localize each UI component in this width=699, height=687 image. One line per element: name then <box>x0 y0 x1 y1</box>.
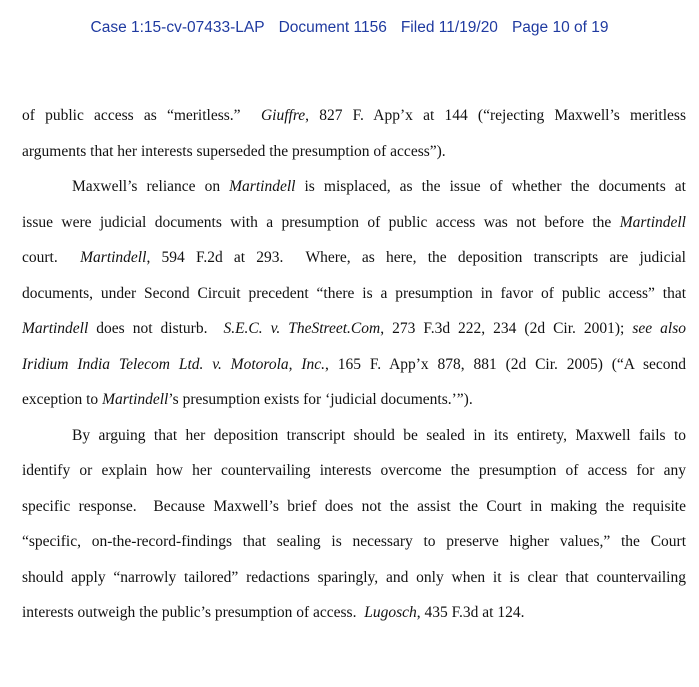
citation-italic: S.E.C. v. TheStreet.Com <box>223 320 381 337</box>
text-line <box>22 601 686 637</box>
text-segment: issue were judicial documents with a presumption of public access was not before the <box>22 213 620 231</box>
paragraph <box>22 424 686 637</box>
text-line <box>22 317 686 353</box>
text-segment: should apply “narrowly tailored” redactions sparingly, and only when it is clear that countervailing <box>22 568 686 586</box>
page-number: Page 10 of 19 <box>511 19 609 36</box>
text-line <box>22 459 686 495</box>
text-line <box>22 246 686 282</box>
text-segment: is misplaced, as the issue of whether the documents at <box>295 178 686 195</box>
text-line <box>22 424 686 460</box>
citation-italic: Martindell <box>80 249 147 266</box>
text-line <box>22 495 686 531</box>
text-segment: , 165 F. App’x 878, 881 (2d Cir. 2005) (“A second <box>325 355 687 373</box>
text-line <box>22 353 686 389</box>
text-segment: court. <box>22 249 81 266</box>
text-segment: does not disturb. <box>88 320 224 337</box>
text-line <box>22 282 686 318</box>
text-segment: By arguing that her deposition transcript should be sealed in its entirety, Maxwell fails to <box>72 426 686 444</box>
case-number: Case 1:15-cv-07433-LAP <box>90 19 265 36</box>
citation-italic: Giuffre <box>260 107 306 124</box>
text-line <box>22 211 686 247</box>
text-line <box>22 140 686 176</box>
text-segment: , 273 F.3d 222, 234 (2d Cir. 2001); <box>380 320 633 337</box>
text-segment: , 435 F.3d at 124. <box>416 604 525 621</box>
text-segment: “specific, on-the-record-findings that sealing is necessary to preserve higher values,” the Court <box>22 533 686 550</box>
text-segment: , 827 F. App’x at 144 (“rejecting Maxwell’s meritless <box>305 107 686 124</box>
text-segment: of public access as “meritless.” <box>22 107 261 124</box>
filed-date: Filed 11/19/20 <box>400 19 498 36</box>
citation-italic: Lugosch <box>364 604 417 621</box>
text-line <box>22 530 686 566</box>
body-text <box>22 104 686 637</box>
citation-italic: see also <box>632 320 686 337</box>
text-segment: interests outweigh the public’s presumption of access. <box>22 604 365 621</box>
text-segment: arguments that her interests superseded the presumption of access”). <box>22 142 446 160</box>
citation-italic: Iridium India Telecom Ltd. v. Motorola, Inc. <box>22 355 326 373</box>
text-line <box>22 566 686 602</box>
citation-italic: Martindell <box>619 213 686 231</box>
citation-italic: Martindell <box>102 391 169 408</box>
paragraph <box>22 175 686 424</box>
text-segment: identify or explain how her countervailing interests overcome the presumption of access for any <box>22 462 686 479</box>
paragraph <box>22 104 686 175</box>
text-segment: ’s presumption exists for ‘judicial documents.’”). <box>168 391 473 408</box>
text-line <box>22 388 686 424</box>
text-segment: Maxwell’s reliance on <box>72 178 230 195</box>
text-line <box>22 175 686 211</box>
text-segment: , 594 F.2d at 293. Where, as here, the deposition transcripts are judicial <box>146 249 686 266</box>
text-line <box>22 104 686 140</box>
text-segment: exception to <box>22 391 103 408</box>
citation-italic: Martindell <box>22 320 89 337</box>
text-segment: documents, under Second Circuit precedent “there is a presumption in favor of public access” that <box>22 284 686 302</box>
court-filing-header <box>0 19 699 37</box>
text-segment: specific response. Because Maxwell’s brief does not the assist the Court in making the requisite <box>22 497 686 515</box>
citation-italic: Martindell <box>229 178 296 195</box>
document-number: Document 1156 <box>278 19 387 36</box>
